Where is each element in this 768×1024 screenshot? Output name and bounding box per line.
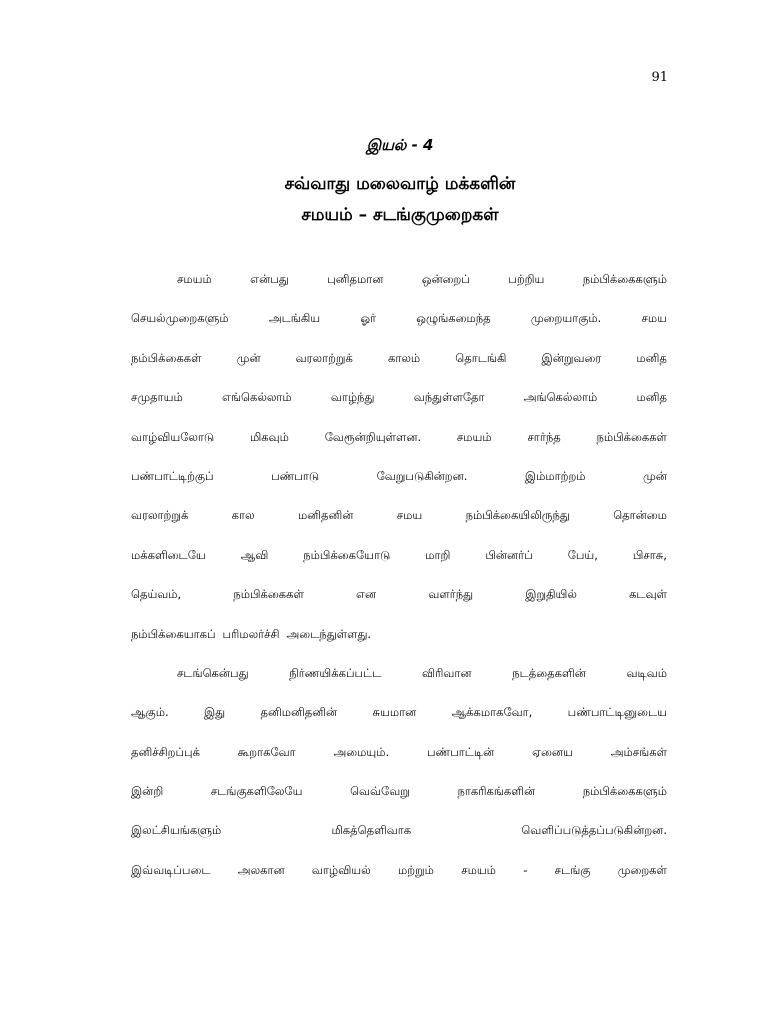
- word: -: [523, 862, 528, 877]
- word: இவ்வடிப்படை: [131, 862, 211, 877]
- word: இன்றுவரை: [541, 350, 602, 365]
- word: அடைந்துள்ளது.: [286, 626, 372, 641]
- word: மிகவும்: [249, 429, 289, 444]
- word: சமய: [396, 508, 423, 523]
- paragraph-1-line: [131, 351, 667, 390]
- word: பண்பாட்டின்: [427, 744, 495, 759]
- word: வாழ்வியலோடு: [131, 429, 215, 444]
- word: என்பது: [250, 272, 289, 286]
- word: வளர்ந்து: [428, 587, 474, 602]
- paragraph-1-line: [131, 272, 667, 311]
- word: பின்னர்ப்: [485, 547, 533, 562]
- word: கடவுள்: [629, 587, 667, 602]
- word: மனிதனின்: [297, 508, 354, 523]
- paragraph-1-line: [131, 469, 667, 508]
- paragraph-1-line: [131, 548, 667, 587]
- word: வாழ்வியல்: [311, 862, 371, 877]
- word: இம்மாற்றம்: [524, 468, 586, 483]
- word: அடங்கிய: [268, 311, 321, 326]
- word: செயல்முறைகளும்: [131, 311, 229, 326]
- word: தெய்வம்,: [131, 587, 182, 602]
- word: முறைகள்: [617, 862, 667, 877]
- word: பரிமலர்ச்சி: [222, 626, 280, 641]
- word: தொடங்கி: [455, 350, 507, 365]
- paragraph-2-line: [131, 705, 667, 744]
- word: காலம்: [388, 350, 421, 365]
- word: கால: [231, 508, 255, 523]
- word: அமையும்.: [333, 744, 390, 759]
- word: பண்பாட்டினுடைய: [567, 705, 667, 720]
- word: இறுதியில்: [525, 587, 577, 602]
- paragraph-2-line: [131, 863, 667, 902]
- word: நம்பிக்கைகள்: [131, 350, 202, 365]
- word: தனிமனிதனின்: [260, 705, 338, 720]
- word: வெளிப்படுத்தப்படுகின்றன.: [521, 823, 667, 838]
- word: நம்பிக்கைகளும்: [582, 272, 667, 286]
- body-text: [131, 272, 667, 902]
- word: சடங்கு: [554, 862, 591, 877]
- chapter-title-line-1: சவ்வாது மலைவாழ் மக்களின்: [284, 174, 516, 194]
- chapter-label: இயல் - 4: [366, 136, 434, 154]
- word: நம்பிக்கையோடு: [303, 547, 391, 562]
- word: வந்துள்ளதோ: [413, 390, 485, 405]
- word: என: [356, 587, 377, 602]
- word: வரலாற்றுக்: [131, 508, 189, 523]
- word: ஒன்றைப்: [421, 272, 470, 286]
- paragraph-2-line: [131, 745, 667, 784]
- word: நம்பிக்கைகள்: [233, 587, 304, 602]
- word: பண்பாட்டிற்குப்: [131, 468, 214, 483]
- chapter-title-line-2: சமயம் – சடங்குமுறைகள்: [301, 205, 499, 225]
- word: முன்: [643, 468, 667, 483]
- paragraph-1-line: [131, 627, 667, 666]
- paragraph-1-line: [131, 311, 667, 350]
- word: நம்பிக்கைகள்: [596, 429, 667, 444]
- word: ஒழுங்கமைந்த: [416, 311, 491, 326]
- word: பற்றிய: [508, 272, 545, 286]
- word: ஆகும்.: [131, 705, 169, 720]
- word: மாறி: [425, 547, 451, 562]
- word: சடங்கென்பது: [177, 665, 249, 680]
- word: அங்கெல்லாம்: [523, 390, 598, 405]
- word: புனிதமான: [327, 272, 384, 286]
- word: வெவ்வேறு: [350, 784, 410, 799]
- word: சமயம்: [461, 862, 496, 877]
- word: சடங்குகளிலேயே: [210, 784, 303, 799]
- word: ஏனைய: [532, 744, 573, 759]
- word: மற்றும்: [397, 862, 434, 877]
- word: தொன்மை: [613, 508, 667, 523]
- word: மக்களிடையே: [131, 547, 206, 562]
- word: ஆக்கமாகவோ,: [451, 705, 533, 720]
- word: பேய்,: [567, 547, 598, 562]
- word: முன்: [236, 350, 261, 365]
- word: நிர்ணயிக்கப்பட்ட: [289, 665, 382, 680]
- paragraph-2-line: [131, 666, 667, 705]
- word: பிசாசு,: [632, 547, 667, 562]
- word: சார்ந்த: [527, 429, 561, 444]
- word: மனித: [636, 350, 667, 365]
- word: வாழ்ந்து: [330, 390, 375, 405]
- word: வடிவம்: [626, 665, 667, 680]
- word: நாகரிகங்களின்: [457, 784, 536, 799]
- page-number: 91: [651, 70, 668, 85]
- word: பண்பாடு: [271, 468, 320, 483]
- word: இலட்சியங்களும்: [131, 823, 222, 838]
- word: ஆவி: [240, 547, 269, 562]
- paragraph-2-line: [131, 784, 667, 823]
- word: இன்றி: [131, 784, 164, 799]
- word: தனிச்சிறப்புக்: [131, 744, 200, 759]
- word: மிகத்தெளிவாக: [331, 823, 412, 838]
- word: இது: [203, 705, 226, 720]
- word: ஓர்: [360, 311, 377, 326]
- word: நம்பிக்கைகளும்: [582, 784, 667, 799]
- word: நடத்தைகளின்: [512, 665, 586, 680]
- word: சுயமான: [372, 705, 417, 720]
- word: எங்கெல்லாம்: [221, 390, 292, 405]
- word: முறையாகும்.: [530, 311, 602, 326]
- word: வரலாற்றுக்: [295, 350, 353, 365]
- word: அலகான: [237, 862, 285, 877]
- word: சமயம்: [456, 429, 492, 444]
- word: சமய: [641, 311, 667, 326]
- word: சமயம்: [177, 272, 212, 286]
- word: கூறாகவோ: [237, 744, 296, 759]
- word: நம்பிக்கையாகப்: [131, 626, 216, 641]
- word: வேறுபடுகின்றன.: [376, 468, 468, 483]
- word: விரிவான: [422, 665, 472, 680]
- paragraph-1-line: [131, 390, 667, 429]
- word: வேரூன்றியுள்ளன.: [324, 429, 422, 444]
- word: நம்பிக்கையிலிருந்து: [465, 508, 570, 523]
- paragraph-2-line: [131, 823, 667, 862]
- word: மனித: [636, 390, 667, 405]
- paragraph-1-line: [131, 508, 667, 547]
- paragraph-1-line: [131, 430, 667, 469]
- word: அம்சங்கள்: [610, 744, 667, 759]
- word: சமுதாயம்: [131, 390, 183, 405]
- paragraph-1-line: [131, 587, 667, 626]
